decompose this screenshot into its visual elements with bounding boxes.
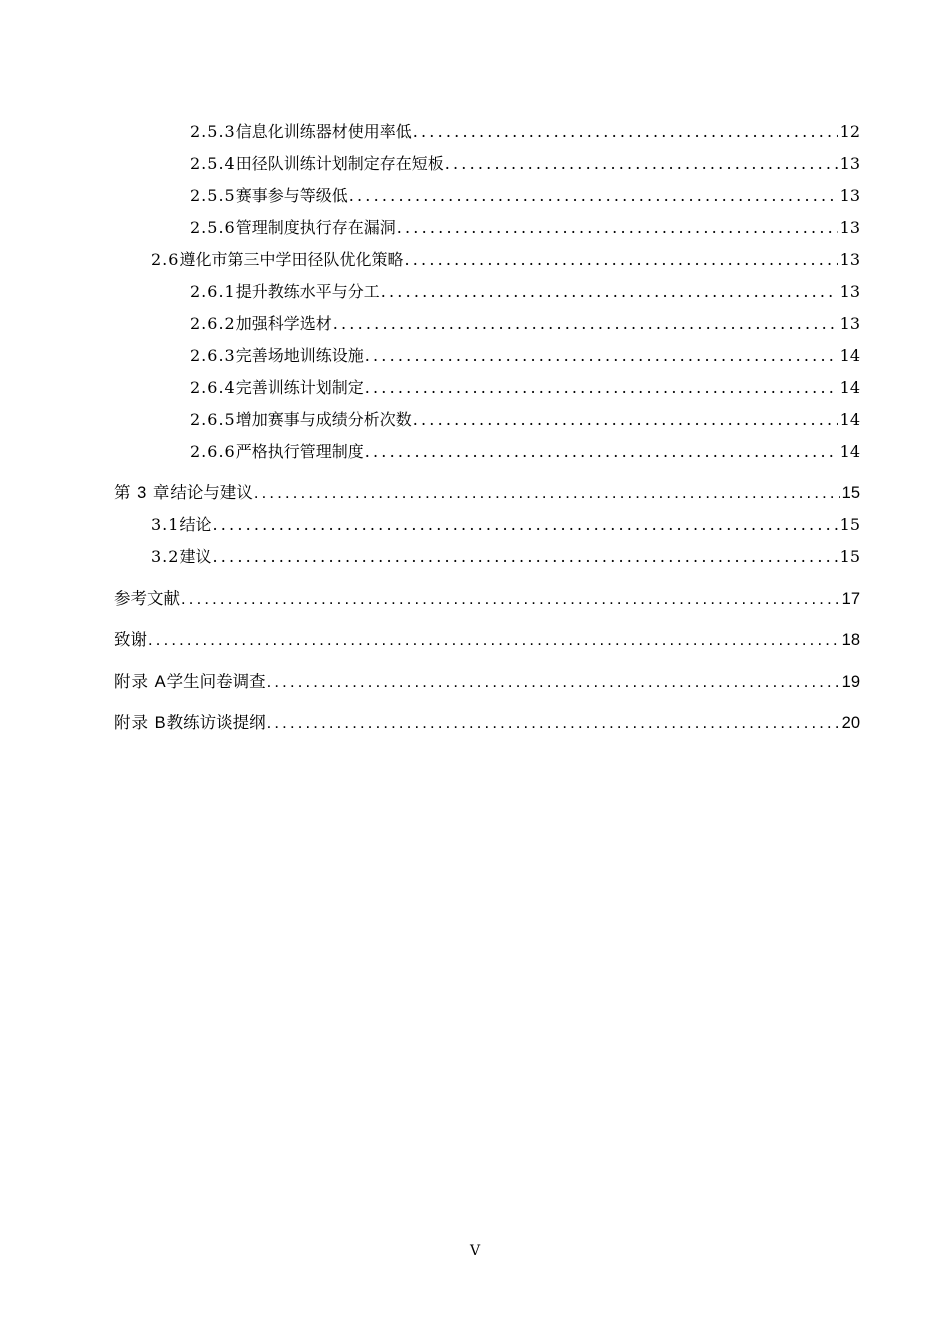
toc-entry-number: 2.6.5 <box>190 410 236 429</box>
toc-dot-leader <box>267 710 840 736</box>
toc-entry-title: 参考文献 <box>114 590 180 608</box>
toc-entry-page: 13 <box>839 154 860 173</box>
toc-entry-title: 加强科学选材 <box>235 314 332 333</box>
toc-dot-leader <box>365 439 838 465</box>
toc-entry-title: 致谢 <box>114 631 147 649</box>
toc-entry[interactable] <box>190 151 860 177</box>
toc-entry-page: 18 <box>841 631 860 649</box>
toc-entry-number: 第 3 章 <box>114 484 171 502</box>
toc-entry-title: 教练访谈提纲 <box>166 714 266 732</box>
toc-dot-leader <box>267 669 840 695</box>
toc-entry-page: 13 <box>839 186 860 205</box>
toc-entry-page: 14 <box>839 346 860 365</box>
toc-entry[interactable] <box>190 279 860 305</box>
toc-entry-number: 2.5.5 <box>190 186 236 205</box>
toc-entry[interactable] <box>190 119 860 145</box>
toc-dot-leader <box>181 586 840 612</box>
toc-entry-title: 赛事参与等级低 <box>235 186 348 205</box>
toc-entry-title: 完善场地训练设施 <box>235 346 364 365</box>
toc-dot-leader <box>365 375 838 401</box>
toc-entry-title: 增加赛事与成绩分析次数 <box>235 410 412 429</box>
toc-entry-page: 19 <box>841 673 860 691</box>
toc-dot-leader <box>349 183 838 209</box>
toc-entry[interactable] <box>190 183 860 209</box>
toc-entry-page: 15 <box>841 484 860 502</box>
toc-dot-leader <box>212 512 837 538</box>
toc-entry-number: 2.6.4 <box>190 378 236 397</box>
toc-entry-page: 15 <box>839 547 860 566</box>
toc-entry-page: 13 <box>839 282 860 301</box>
toc-entry[interactable] <box>151 544 860 570</box>
toc-dot-leader <box>333 311 838 337</box>
toc-entry-number: 2.6.3 <box>190 346 236 365</box>
toc-entry-title: 学生问卷调查 <box>166 673 266 691</box>
toc-entry-appendix-b[interactable] <box>114 710 860 736</box>
toc-entry-acknowledgements[interactable] <box>114 627 860 653</box>
toc-entry-number: 附录 A <box>114 673 167 691</box>
toc-entry-title: 田径队训练计划制定存在短板 <box>235 154 444 173</box>
toc-dot-leader <box>212 544 837 570</box>
toc-dot-leader <box>413 407 838 433</box>
toc-entry-number: 2.5.3 <box>190 122 236 141</box>
toc-dot-leader <box>365 343 838 369</box>
toc-entry-title: 提升教练水平与分工 <box>235 282 380 301</box>
toc-entry-page: 15 <box>839 515 860 534</box>
toc-entry-appendix-a[interactable] <box>114 669 860 695</box>
toc-entry-number: 3.2 <box>151 547 180 566</box>
toc-entry-title: 建议 <box>179 547 212 566</box>
toc-entry-title: 严格执行管理制度 <box>235 442 364 461</box>
toc-dot-leader <box>397 215 838 241</box>
toc-entry-title: 结论与建议 <box>170 484 253 502</box>
toc-dot-leader <box>404 247 837 273</box>
toc-dot-leader <box>148 627 840 653</box>
toc-entry-page: 13 <box>839 218 860 237</box>
toc-entry-page: 12 <box>839 122 860 141</box>
toc-dot-leader <box>445 151 838 177</box>
toc-entry-number: 2.6.6 <box>190 442 236 461</box>
toc-entry-title: 结论 <box>179 515 212 534</box>
toc-entry-page: 20 <box>841 714 860 732</box>
toc-entry[interactable] <box>190 343 860 369</box>
toc-entry[interactable] <box>151 512 860 538</box>
page-number-footer: V <box>469 1243 481 1259</box>
toc-entry-number: 2.6.2 <box>190 314 236 333</box>
toc-entry-number: 2.6.1 <box>190 282 236 301</box>
toc-entry-chapter[interactable] <box>114 480 860 506</box>
toc-entry-number: 2.5.4 <box>190 154 236 173</box>
toc-entry-page: 14 <box>839 442 860 461</box>
toc-entry[interactable] <box>151 247 860 273</box>
toc-entry[interactable] <box>190 375 860 401</box>
toc-entry-page: 14 <box>839 378 860 397</box>
toc-entry[interactable] <box>190 407 860 433</box>
toc-entry-title: 管理制度执行存在漏洞 <box>235 218 396 237</box>
toc-entry-title: 完善训练计划制定 <box>235 378 364 397</box>
toc-entry-page: 13 <box>839 314 860 333</box>
toc-dot-leader <box>254 480 840 506</box>
toc-entry[interactable] <box>190 439 860 465</box>
toc-entry-number: 2.5.6 <box>190 218 236 237</box>
toc-dot-leader <box>413 119 838 145</box>
toc-entry-number: 2.6 <box>151 250 180 269</box>
toc-entry[interactable] <box>190 311 860 337</box>
toc-entry-number: 3.1 <box>151 515 180 534</box>
toc-entry-title: 遵化市第三中学田径队优化策略 <box>179 250 404 269</box>
toc-entry-number: 附录 B <box>114 714 167 732</box>
toc-entry-references[interactable] <box>114 586 860 612</box>
toc-entry[interactable] <box>190 215 860 241</box>
toc-dot-leader <box>381 279 838 305</box>
toc-entry-page: 17 <box>841 590 860 608</box>
toc-entry-page: 14 <box>839 410 860 429</box>
toc-entry-page: 13 <box>839 250 860 269</box>
toc-entry-title: 信息化训练器材使用率低 <box>235 122 412 141</box>
